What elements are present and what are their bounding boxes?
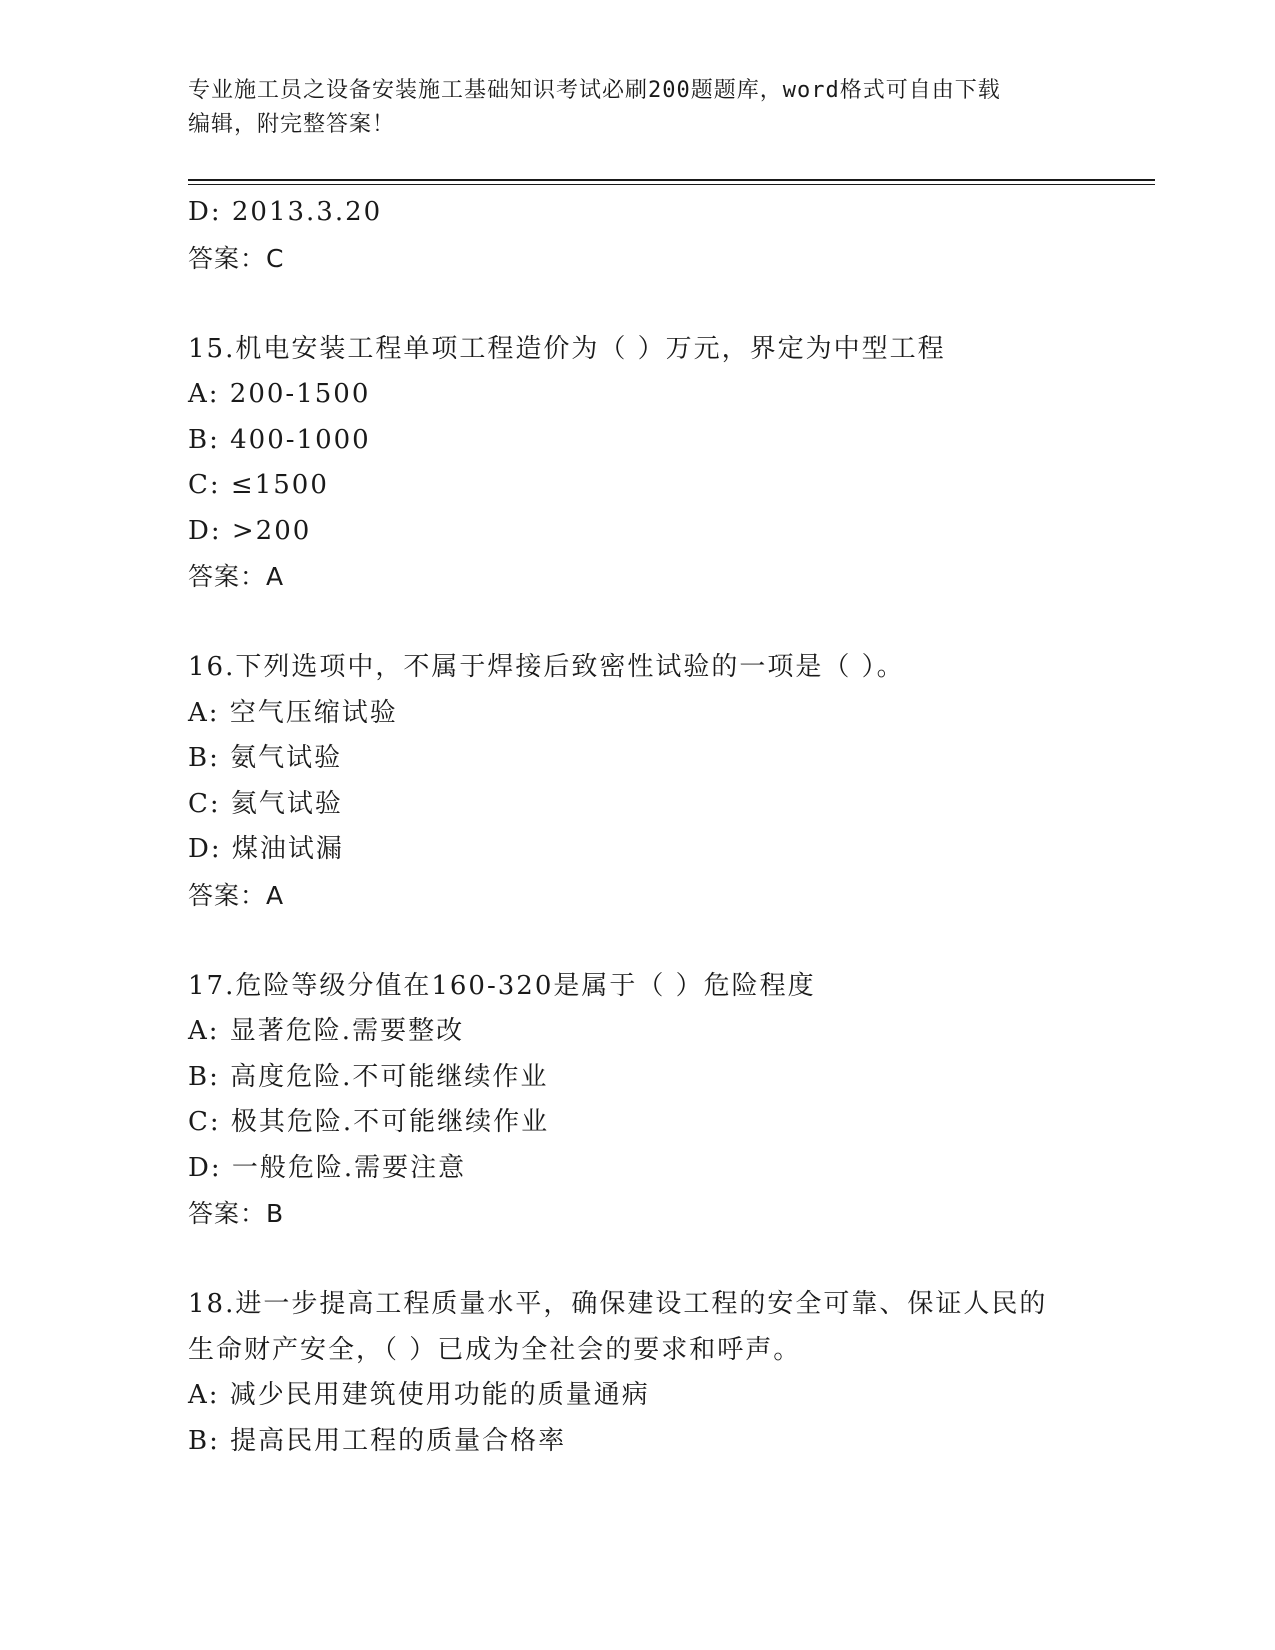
option-b: B: 提高民用工程的质量合格率 (188, 1425, 567, 1456)
header-line-1: 专业施工员之设备安装施工基础知识考试必刷200题题库，word格式可自由下载 (188, 78, 1001, 103)
document-header (188, 74, 1088, 142)
option-a: A: 减少民用建筑使用功能的质量通病 (188, 1380, 650, 1410)
option-d: D: >200 (188, 515, 312, 546)
option-d: D: 煤油试漏 (188, 834, 344, 864)
question-stem-line-2: 生命财产安全，（ ）已成为全社会的要求和呼声。 (188, 1334, 802, 1365)
question-stem: 17.危险等级分值在160-320是属于（ ）危险程度 (188, 970, 816, 1001)
option-b: B: 高度危险.不可能继续作业 (188, 1061, 549, 1092)
option-a: A: 200-1500 (188, 379, 371, 409)
answer-line: 答案：A (188, 880, 285, 910)
question-list (188, 190, 1108, 1464)
option-b: B: 氨气试验 (188, 743, 343, 773)
question-stem-line-1: 18.进一步提高工程质量水平，确保建设工程的安全可靠、保证人民的 (188, 1289, 1048, 1319)
question-stem: 15.机电安装工程单项工程造价为（ ）万元，界定为中型工程 (188, 333, 946, 364)
header-divider-thick (188, 179, 1155, 181)
option-a: A: 空气压缩试验 (188, 697, 398, 728)
question-stem: 16.下列选项中，不属于焊接后致密性试验的一项是（ ）。 (188, 652, 905, 682)
option-c: C: ≤1500 (188, 470, 329, 500)
option-c: C: 氦气试验 (188, 788, 343, 819)
option-d: D: 2013.3.20 (188, 197, 383, 227)
answer-line: 答案：C (188, 243, 285, 273)
option-c: C: 极其危险.不可能继续作业 (188, 1107, 550, 1137)
option-d: D: 一般危险.需要注意 (188, 1152, 467, 1183)
header-line-2: 编辑，附完整答案！ (188, 112, 396, 137)
header-divider-thin (188, 184, 1155, 185)
answer-line: 答案：B (188, 1199, 285, 1228)
spacer (188, 281, 1108, 327)
option-a: A: 显著危险.需要整改 (188, 1016, 465, 1046)
spacer (188, 918, 1108, 964)
option-b: B: 400-1000 (188, 424, 371, 455)
answer-line: 答案：A (188, 562, 285, 591)
spacer (188, 1237, 1108, 1283)
spacer (188, 600, 1108, 646)
